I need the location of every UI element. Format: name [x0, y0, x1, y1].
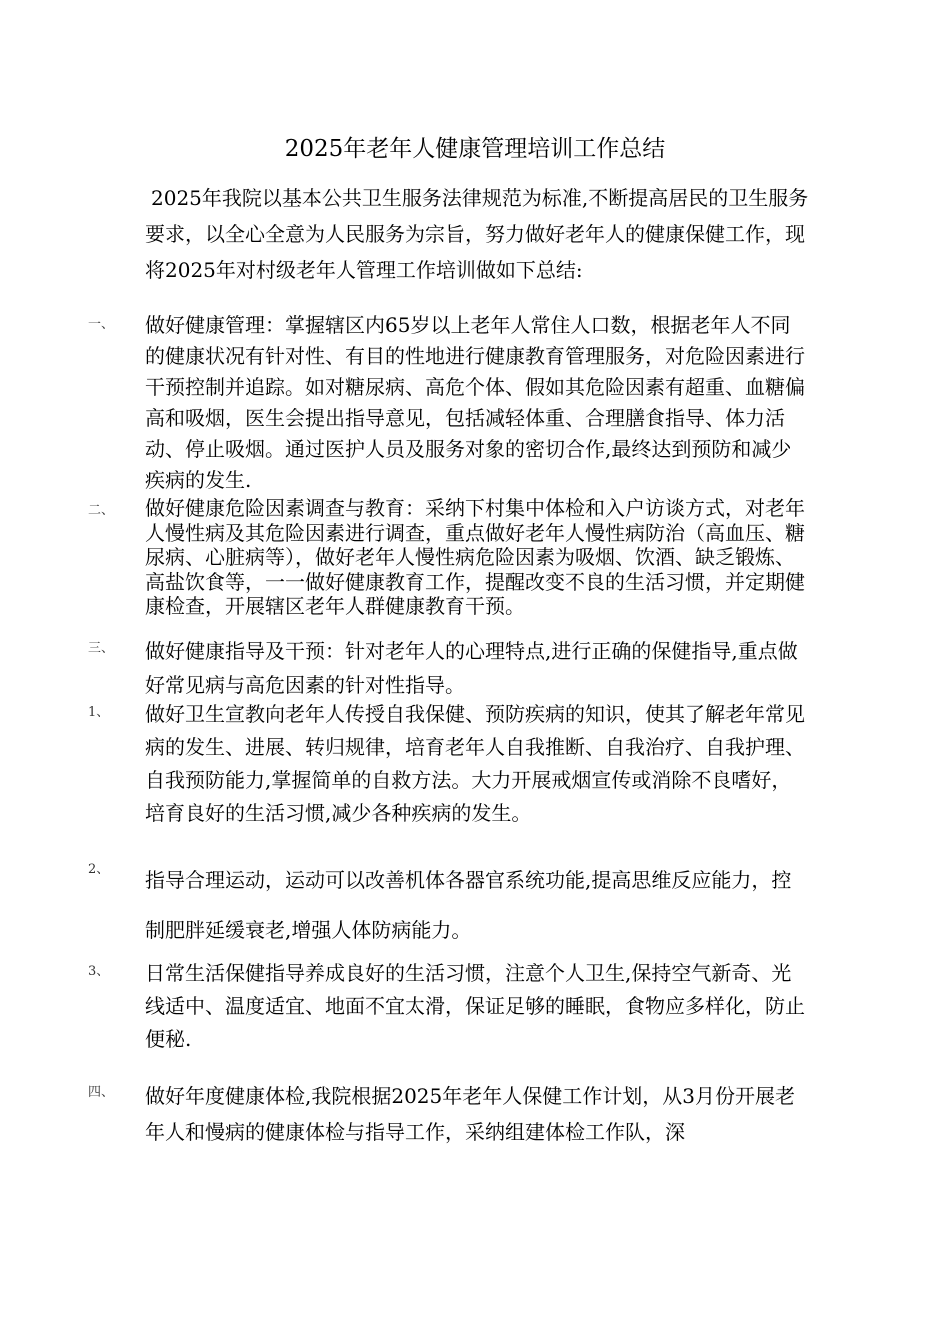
list-marker: 3、 — [88, 964, 110, 979]
list-marker: 2、 — [88, 862, 110, 877]
list-marker: 三、 — [88, 641, 115, 656]
section-text: 做好健康危险因素调查与教育：采纳下村集中体检和入户访谈方式，对老年人慢性病及其危险因素进行调查，重点做好老年人慢性病防治（高血压、糖尿病、心脏病等），做好老年人慢性病危险因素为吸烟、饮酒、缺乏锻炼、高盐饮食等，一一做好健康教育工作，提醒改变不良的生活习惯，并定期健康检查，开展辖区老年人群健康教育干预。 — [145, 496, 805, 618]
intro-paragraph: 2025年我院以基本公共卫生服务法律规范为标准,不断提高居民的卫生服务要求，以全心全意为人民服务为宗旨，努力做好老年人的健康保健工作，现将2025年对村级老年人管理工作培训做如下总结: — [145, 186, 809, 282]
section-text: 做好卫生宣教向老年人传授自我保健、预防疾病的知识，使其了解老年常见病的发生、进展、转归规律，培育老年人自我推断、自我治疗、自我护理、自我预防能力,掌握简单的自救方法。大力开展戒烟宣传或消除不良嗜好，培育良好的生活习惯,减少各种疾病的发生。 — [145, 702, 805, 825]
section-text: 指导合理运动，运动可以改善机体各器官系统功能,提高思维反应能力，控制肥胖延缓衰老,增强人体防病能力。 — [145, 868, 792, 942]
document-title: 2025年老年人健康管理培训工作总结 — [284, 136, 666, 162]
section-text: 做好健康指导及干预：针对老年人的心理特点,进行正确的保健指导,重点做好常见病与高危因素的针对性指导。 — [145, 639, 798, 697]
list-marker: 二、 — [88, 503, 115, 518]
section-text: 做好年度健康体检,我院根据2025年老年人保健工作计划，从3月份开展老年人和慢病的健康体检与指导工作，采纳组建体检工作队，深 — [145, 1084, 795, 1144]
section-text: 日常生活保健指导养成良好的生活习惯，注意个人卫生,保持空气新奇、光线适中、温度适宜、地面不宜太滑，保证足够的睡眠，食物应多样化，防止便秘. — [145, 961, 805, 1051]
list-marker: 1、 — [88, 705, 110, 720]
list-marker: 四、 — [88, 1085, 115, 1100]
list-marker: 一、 — [88, 317, 115, 332]
section-text: 做好健康管理：掌握辖区内65岁以上老年人常住人口数，根据老年人不同的健康状况有针对性、有目的性地进行健康教育管理服务，对危险因素进行干预控制并追踪。如对糖尿病、高危个体、假如其危险因素有超重、血糖偏高和吸烟，医生会提出指导意见，包括减轻体重、合理膳食指导、体力活动、停止吸烟。通过医护人员及服务对象的密切合作,最终达到预防和减少疾病的发生. — [145, 313, 805, 492]
